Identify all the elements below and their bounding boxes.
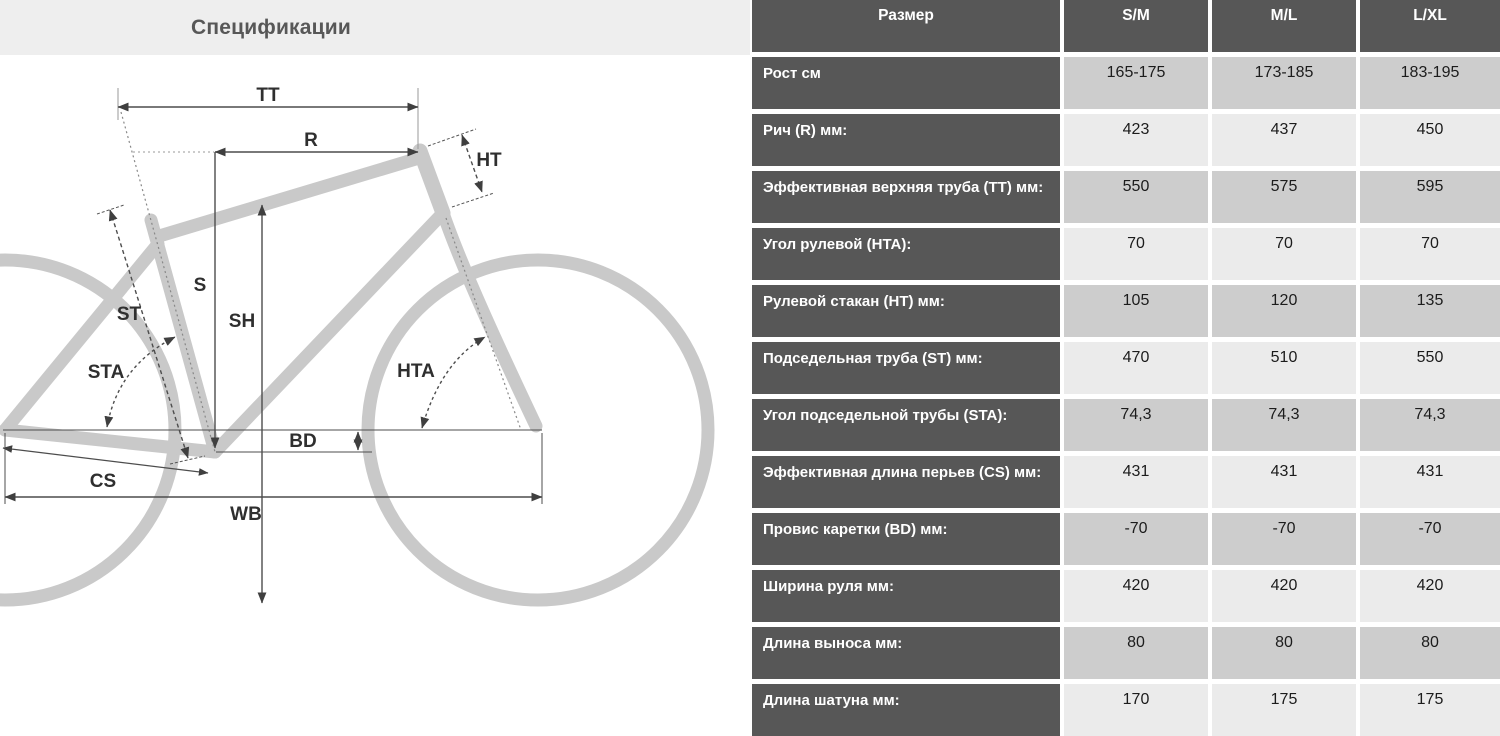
value-cell: 70 xyxy=(1064,228,1208,280)
size-spec-table xyxy=(752,0,1500,736)
row-label-cell: Длина выноса мм: xyxy=(752,627,1060,679)
chainstay-tube xyxy=(5,430,215,452)
table-header-size: L/XL xyxy=(1360,0,1500,52)
value-cell: 175 xyxy=(1360,684,1500,736)
value-cell: 420 xyxy=(1360,570,1500,622)
table-header-size: M/L xyxy=(1212,0,1356,52)
diagram-label-sta: STA xyxy=(87,362,125,383)
value-cell: 550 xyxy=(1064,171,1208,223)
value-cell: 470 xyxy=(1064,342,1208,394)
diagram-label-wb: WB xyxy=(230,504,262,525)
diagram-label-hta: HTA xyxy=(397,361,435,382)
down-tube xyxy=(215,213,443,452)
diagram-label-ht: HT xyxy=(476,150,502,171)
diagram-label-sh: SH xyxy=(228,311,256,332)
value-cell: 74,3 xyxy=(1360,399,1500,451)
value-cell: 165-175 xyxy=(1064,57,1208,109)
diagram-label-r: R xyxy=(304,130,318,151)
value-cell: 431 xyxy=(1064,456,1208,508)
value-cell: 173-185 xyxy=(1212,57,1356,109)
value-cell: -70 xyxy=(1064,513,1208,565)
value-cell: 70 xyxy=(1360,228,1500,280)
value-cell: 595 xyxy=(1360,171,1500,223)
value-cell: 120 xyxy=(1212,285,1356,337)
value-cell: 135 xyxy=(1360,285,1500,337)
value-cell: 74,3 xyxy=(1212,399,1356,451)
value-cell: -70 xyxy=(1212,513,1356,565)
diagram-label-bd: BD xyxy=(289,431,317,452)
value-cell: 420 xyxy=(1064,570,1208,622)
row-label-cell: Эффективная длина перьев (CS) мм: xyxy=(752,456,1060,508)
value-cell: 74,3 xyxy=(1064,399,1208,451)
row-label-cell: Длина шатуна мм: xyxy=(752,684,1060,736)
row-label-cell: Рич (R) мм: xyxy=(752,114,1060,166)
title-bar xyxy=(0,0,750,55)
value-cell: 510 xyxy=(1212,342,1356,394)
top-tube xyxy=(156,158,419,237)
value-cell: 550 xyxy=(1360,342,1500,394)
value-cell: 80 xyxy=(1212,627,1356,679)
row-label-cell: Угол подседельной трубы (STA): xyxy=(752,399,1060,451)
row-label-cell: Эффективная верхняя труба (TT) мм: xyxy=(752,171,1060,223)
value-cell: -70 xyxy=(1360,513,1500,565)
table-header-size: S/M xyxy=(1064,0,1208,52)
row-label-cell: Провис каретки (BD) мм: xyxy=(752,513,1060,565)
row-label-cell: Угол рулевой (HTA): xyxy=(752,228,1060,280)
diagram-label-s: S xyxy=(193,275,207,296)
value-cell: 423 xyxy=(1064,114,1208,166)
value-cell: 80 xyxy=(1360,627,1500,679)
value-cell: 70 xyxy=(1212,228,1356,280)
hta-arc xyxy=(422,337,485,428)
row-label-cell: Подседельная труба (ST) мм: xyxy=(752,342,1060,394)
value-cell: 431 xyxy=(1360,456,1500,508)
fork-tube xyxy=(443,213,536,426)
row-label-cell: Рулевой стакан (HT) мм: xyxy=(752,285,1060,337)
head-tube xyxy=(420,151,443,213)
table-header-param: Размер xyxy=(752,0,1060,52)
value-cell: 420 xyxy=(1212,570,1356,622)
row-label-cell: Ширина руля мм: xyxy=(752,570,1060,622)
value-cell: 575 xyxy=(1212,171,1356,223)
row-label-cell: Рост см xyxy=(752,57,1060,109)
value-cell: 437 xyxy=(1212,114,1356,166)
page-title: Спецификации xyxy=(191,16,351,39)
value-cell: 105 xyxy=(1064,285,1208,337)
value-cell: 170 xyxy=(1064,684,1208,736)
diagram-label-cs: CS xyxy=(89,471,117,492)
value-cell: 183-195 xyxy=(1360,57,1500,109)
value-cell: 450 xyxy=(1360,114,1500,166)
value-cell: 431 xyxy=(1212,456,1356,508)
dimension-lines xyxy=(3,107,542,603)
headset-dot xyxy=(414,145,426,157)
value-cell: 175 xyxy=(1212,684,1356,736)
value-cell: 80 xyxy=(1064,627,1208,679)
diagram-label-st: ST xyxy=(116,304,142,325)
diagram-label-tt: TT xyxy=(256,85,280,106)
